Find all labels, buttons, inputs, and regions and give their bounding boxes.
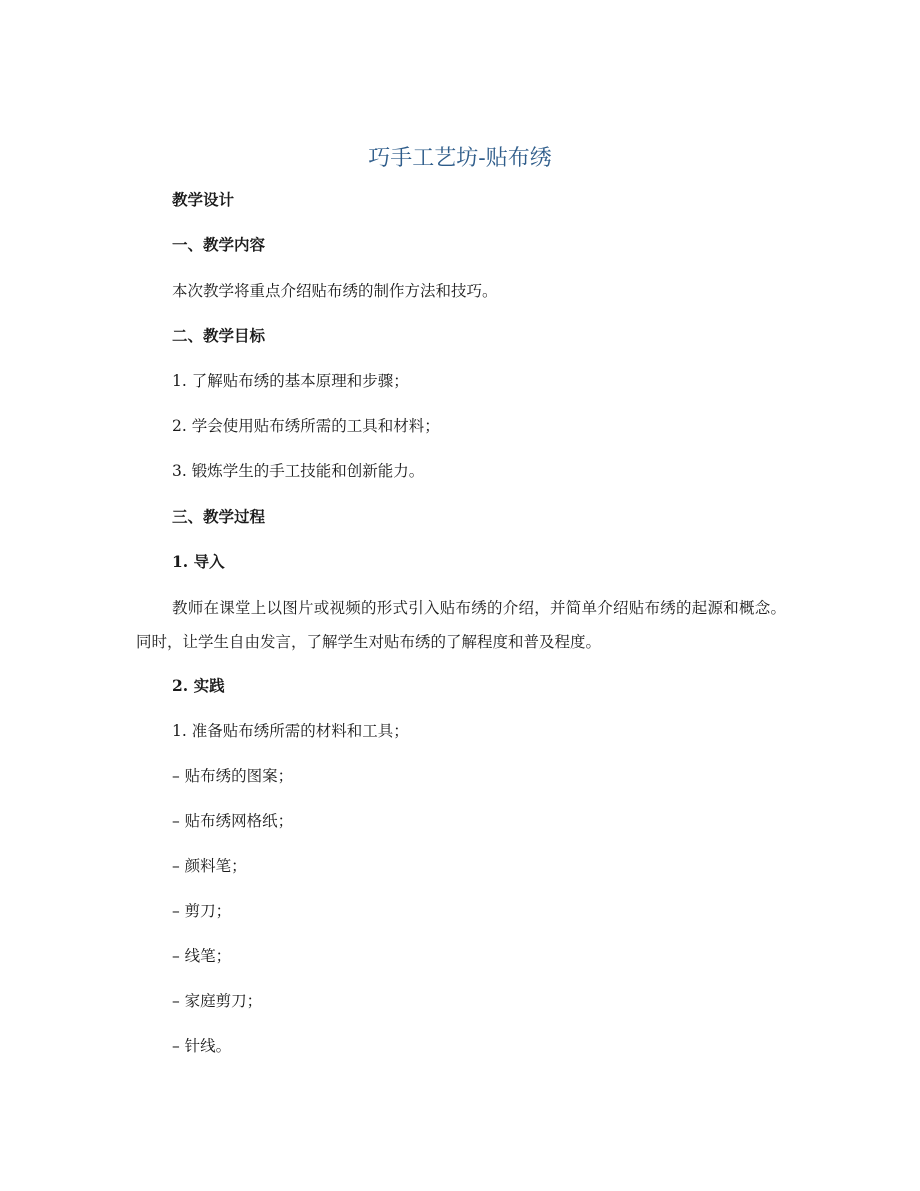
material-item: – 家庭剪刀； bbox=[172, 992, 263, 1010]
step2-heading: 2. 实践 bbox=[172, 676, 225, 695]
material-item: – 贴布绣网格纸； bbox=[172, 812, 294, 830]
material-item: – 贴布绣的图案； bbox=[172, 767, 294, 785]
goal-item: 1. 了解贴布绣的基本原理和步骤； bbox=[172, 372, 409, 390]
step1-heading: 1. 导入 bbox=[172, 552, 225, 571]
goal-item: 2. 学会使用贴布绣所需的工具和材料； bbox=[172, 417, 440, 435]
process-heading: 三、教学过程 bbox=[172, 507, 266, 526]
step2-intro: 1. 准备贴布绣所需的材料和工具； bbox=[172, 722, 409, 740]
step1-paragraph: 教师在课堂上以图片或视频的形式引入贴布绣的介绍，并简单介绍贴布绣的起源和概念。同时，让学生自由发言，了解学生对贴布绣的了解程度和普及程度。 bbox=[136, 599, 786, 651]
goals-heading: 二、教学目标 bbox=[172, 326, 266, 345]
document-title: 巧手工艺坊-贴布绣 bbox=[368, 146, 552, 171]
material-item: – 针线。 bbox=[172, 1037, 232, 1055]
material-item: – 颜料笔； bbox=[172, 857, 247, 875]
material-item: – 剪刀； bbox=[172, 902, 232, 920]
goal-item: 3. 锻炼学生的手工技能和创新能力。 bbox=[172, 462, 425, 480]
material-item: – 线笔； bbox=[172, 947, 232, 965]
content-text: 本次教学将重点介绍贴布绣的制作方法和技巧。 bbox=[172, 282, 498, 300]
content-heading: 一、教学内容 bbox=[172, 235, 266, 254]
section-label: 教学设计 bbox=[172, 190, 235, 209]
